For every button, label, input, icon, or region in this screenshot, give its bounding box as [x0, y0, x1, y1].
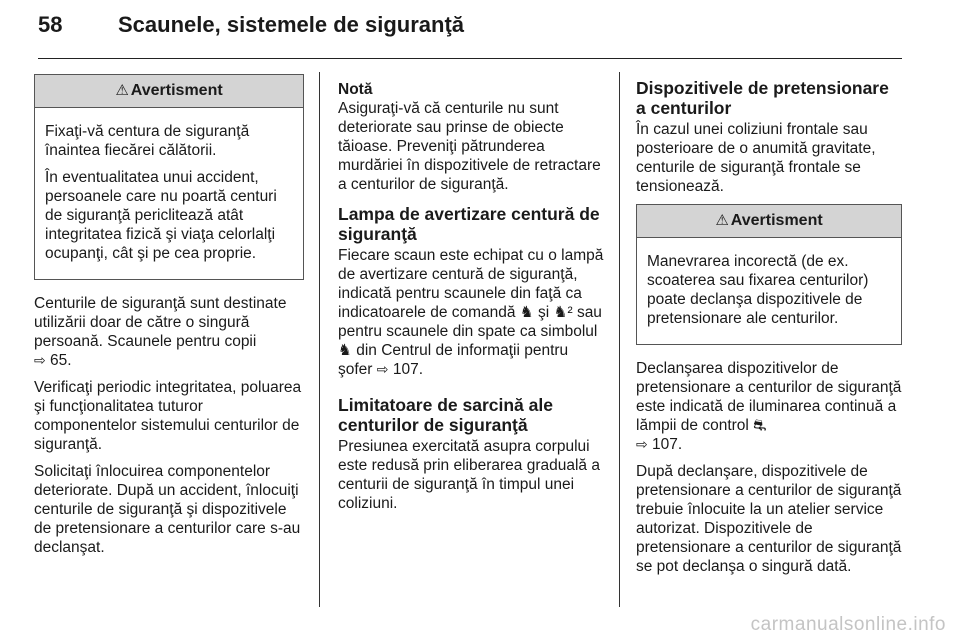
- warning-body: [35, 108, 303, 279]
- warning-body: [637, 238, 901, 344]
- paragraph: [34, 294, 304, 370]
- paragraph-text: şi: [538, 304, 550, 321]
- warning-triangle-icon: ⚠: [115, 82, 129, 99]
- page-reference-arrow-icon[interactable]: ⇨: [376, 361, 389, 377]
- paragraph-text: Fiecare scaun este echipat cu o lampă de avertizare centură de siguranţă, indicată pentru scaunele din faţă ca indicatoarele de comandă: [338, 247, 604, 321]
- warning-header: [637, 205, 901, 238]
- page-reference-arrow-icon[interactable]: ⇨: [636, 436, 648, 452]
- header-rule: [38, 58, 902, 59]
- warning-text: Fixaţi-vă centura de siguranţă înaintea fiecărei călătorii.: [45, 123, 250, 159]
- paragraph: Verificaţi periodic integritatea, poluarea şi funcţionalitatea tuturor componentelor sistemului centurilor de siguranţă.: [34, 379, 302, 453]
- paragraph: Solicitaţi înlocuirea componentelor deteriorate. După un accident, înlocuiţi centurile de siguranţă şi dispozitivele de pretensionare a centurilor care s-au declanşat.: [34, 463, 301, 556]
- warning-text: Manevrarea incorectă (de ex. scoaterea sau fixarea centurilor) poate declanşa dispozitivele de pretensionare ale centurilor.: [647, 253, 869, 327]
- seatbelt-icon: ♞²: [553, 304, 573, 321]
- paragraph-text: Centurile de siguranţă sunt destinate utilizării doar de către o singură persoană. Scaunele pentru copii: [34, 295, 287, 350]
- page-reference[interactable]: 107.: [392, 361, 423, 378]
- note-label: Notă: [338, 81, 373, 98]
- section-heading: Lampa de avertizare centură de siguranţă: [338, 204, 600, 244]
- paragraph-text: sau pentru scaunele din spate ca simbolul: [338, 304, 602, 340]
- warning-title: Avertisment: [730, 212, 823, 229]
- paragraph: În cazul unei coliziuni frontale sau posterioare de o anumită gravitate, centurile de siguranţă frontale se tensionează.: [636, 121, 876, 195]
- airbag-pretensioner-icon: ⛐: [753, 417, 767, 434]
- page-title: Scaunele, sistemele de siguranţă: [118, 12, 465, 37]
- page-header: [38, 12, 464, 52]
- paragraph-text: din Centrul de informaţii pentru şofer: [338, 342, 569, 378]
- note: [338, 80, 604, 194]
- page-number: 58: [38, 12, 63, 37]
- paragraph: Presiunea exercitată asupra corpului este redusă prin eliberarea graduală a centurii de siguranţă în timpul unei coliziuni.: [338, 438, 600, 512]
- paragraph-text: Declanşarea dispozitivelor de pretensionare a centurilor de siguranţă este indicată de iluminarea continuă a lămpii de control: [636, 360, 902, 434]
- page-reference-arrow-icon[interactable]: ⇨: [34, 352, 46, 368]
- column-1: [34, 68, 304, 565]
- warning-triangle-icon: ⚠: [715, 212, 729, 229]
- seatbelt-icon: ♞: [338, 342, 352, 359]
- watermark: carmanualsonline.info: [750, 614, 946, 635]
- warning-box: [34, 74, 304, 280]
- section-heading: Dispozitivele de pretensionare a centurilor: [636, 78, 889, 118]
- warning-header: [35, 75, 303, 108]
- seatbelt-icon: ♞: [519, 304, 534, 321]
- page-reference[interactable]: 65.: [50, 352, 72, 369]
- paragraph: După declanşare, dispozitivele de pretensionare a centurilor de siguranţă trebuie înlocuite la un atelier service autorizat. Dispozitivele de pretensionare a centurilor de siguranţă se pot declanşa o singură dată.: [636, 463, 902, 575]
- note-text: Asiguraţi-vă că centurile nu sunt deteriorate sau prinse de obiecte tăioase. Preveniţi pătrunderea murdăriei în dispozitivele de retractare a centurilor de siguranţă.: [338, 100, 601, 193]
- column-divider: [319, 72, 320, 607]
- paragraph: [338, 246, 604, 379]
- warning-text: În eventualitatea unui accident, persoanele care nu poartă centuri de siguranţă periclitează atât integritatea fizică şi viaţa celorlalţi ocupanţi, cât şi pe cea proprie.: [45, 169, 277, 262]
- warning-title: Avertisment: [130, 82, 223, 99]
- warning-box: [636, 204, 902, 345]
- page-reference[interactable]: 107.: [652, 436, 683, 453]
- column-3: [636, 78, 902, 584]
- column-divider: [619, 72, 620, 607]
- section-heading: Limitatoare de sarcină ale centurilor de siguranţă: [338, 395, 553, 435]
- paragraph: [636, 359, 902, 454]
- column-2: [338, 80, 604, 521]
